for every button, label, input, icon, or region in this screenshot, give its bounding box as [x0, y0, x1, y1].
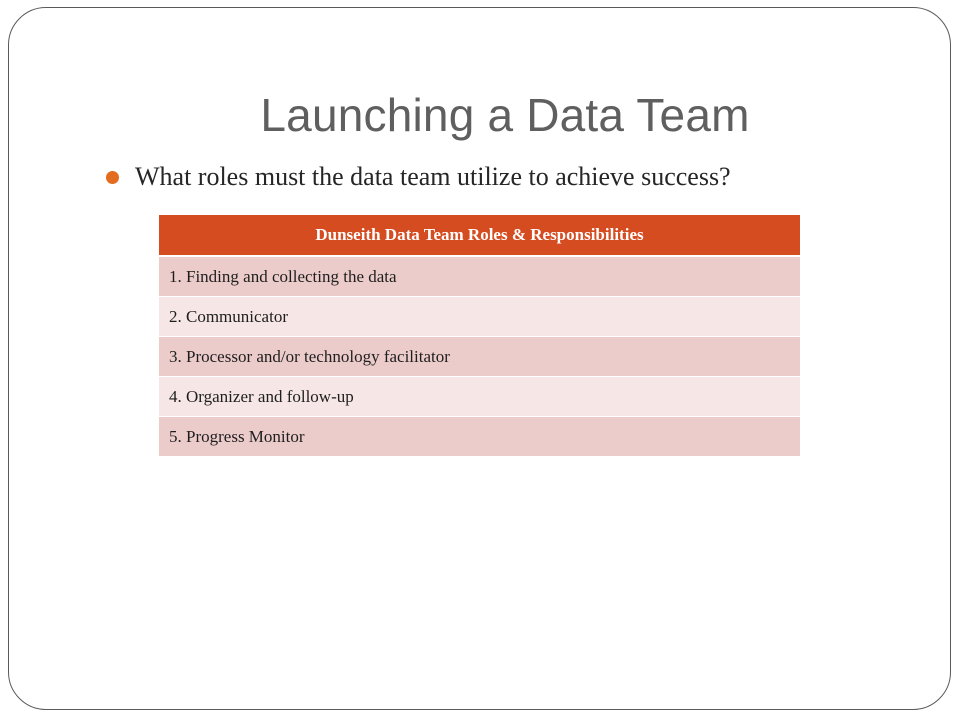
table-cell: 4. Organizer and follow-up [159, 377, 800, 417]
table-row [159, 337, 800, 377]
bullet-text: What roles must the data team utilize to achieve success? [135, 162, 731, 191]
table-row [159, 297, 800, 337]
table-cell: 3. Processor and/or technology facilitator [159, 337, 800, 377]
table-header-row [159, 215, 800, 256]
bullet-icon [106, 171, 119, 184]
slide-title: Launching a Data Team [260, 89, 750, 141]
table-row [159, 377, 800, 417]
table-row [159, 256, 800, 297]
table-header: Dunseith Data Team Roles & Responsibilities [159, 215, 800, 256]
bullet-point [106, 157, 731, 197]
table-cell: 5. Progress Monitor [159, 417, 800, 457]
roles-table [159, 215, 800, 456]
table-cell: 2. Communicator [159, 297, 800, 337]
table-cell: 1. Finding and collecting the data [159, 256, 800, 297]
table-row [159, 417, 800, 457]
